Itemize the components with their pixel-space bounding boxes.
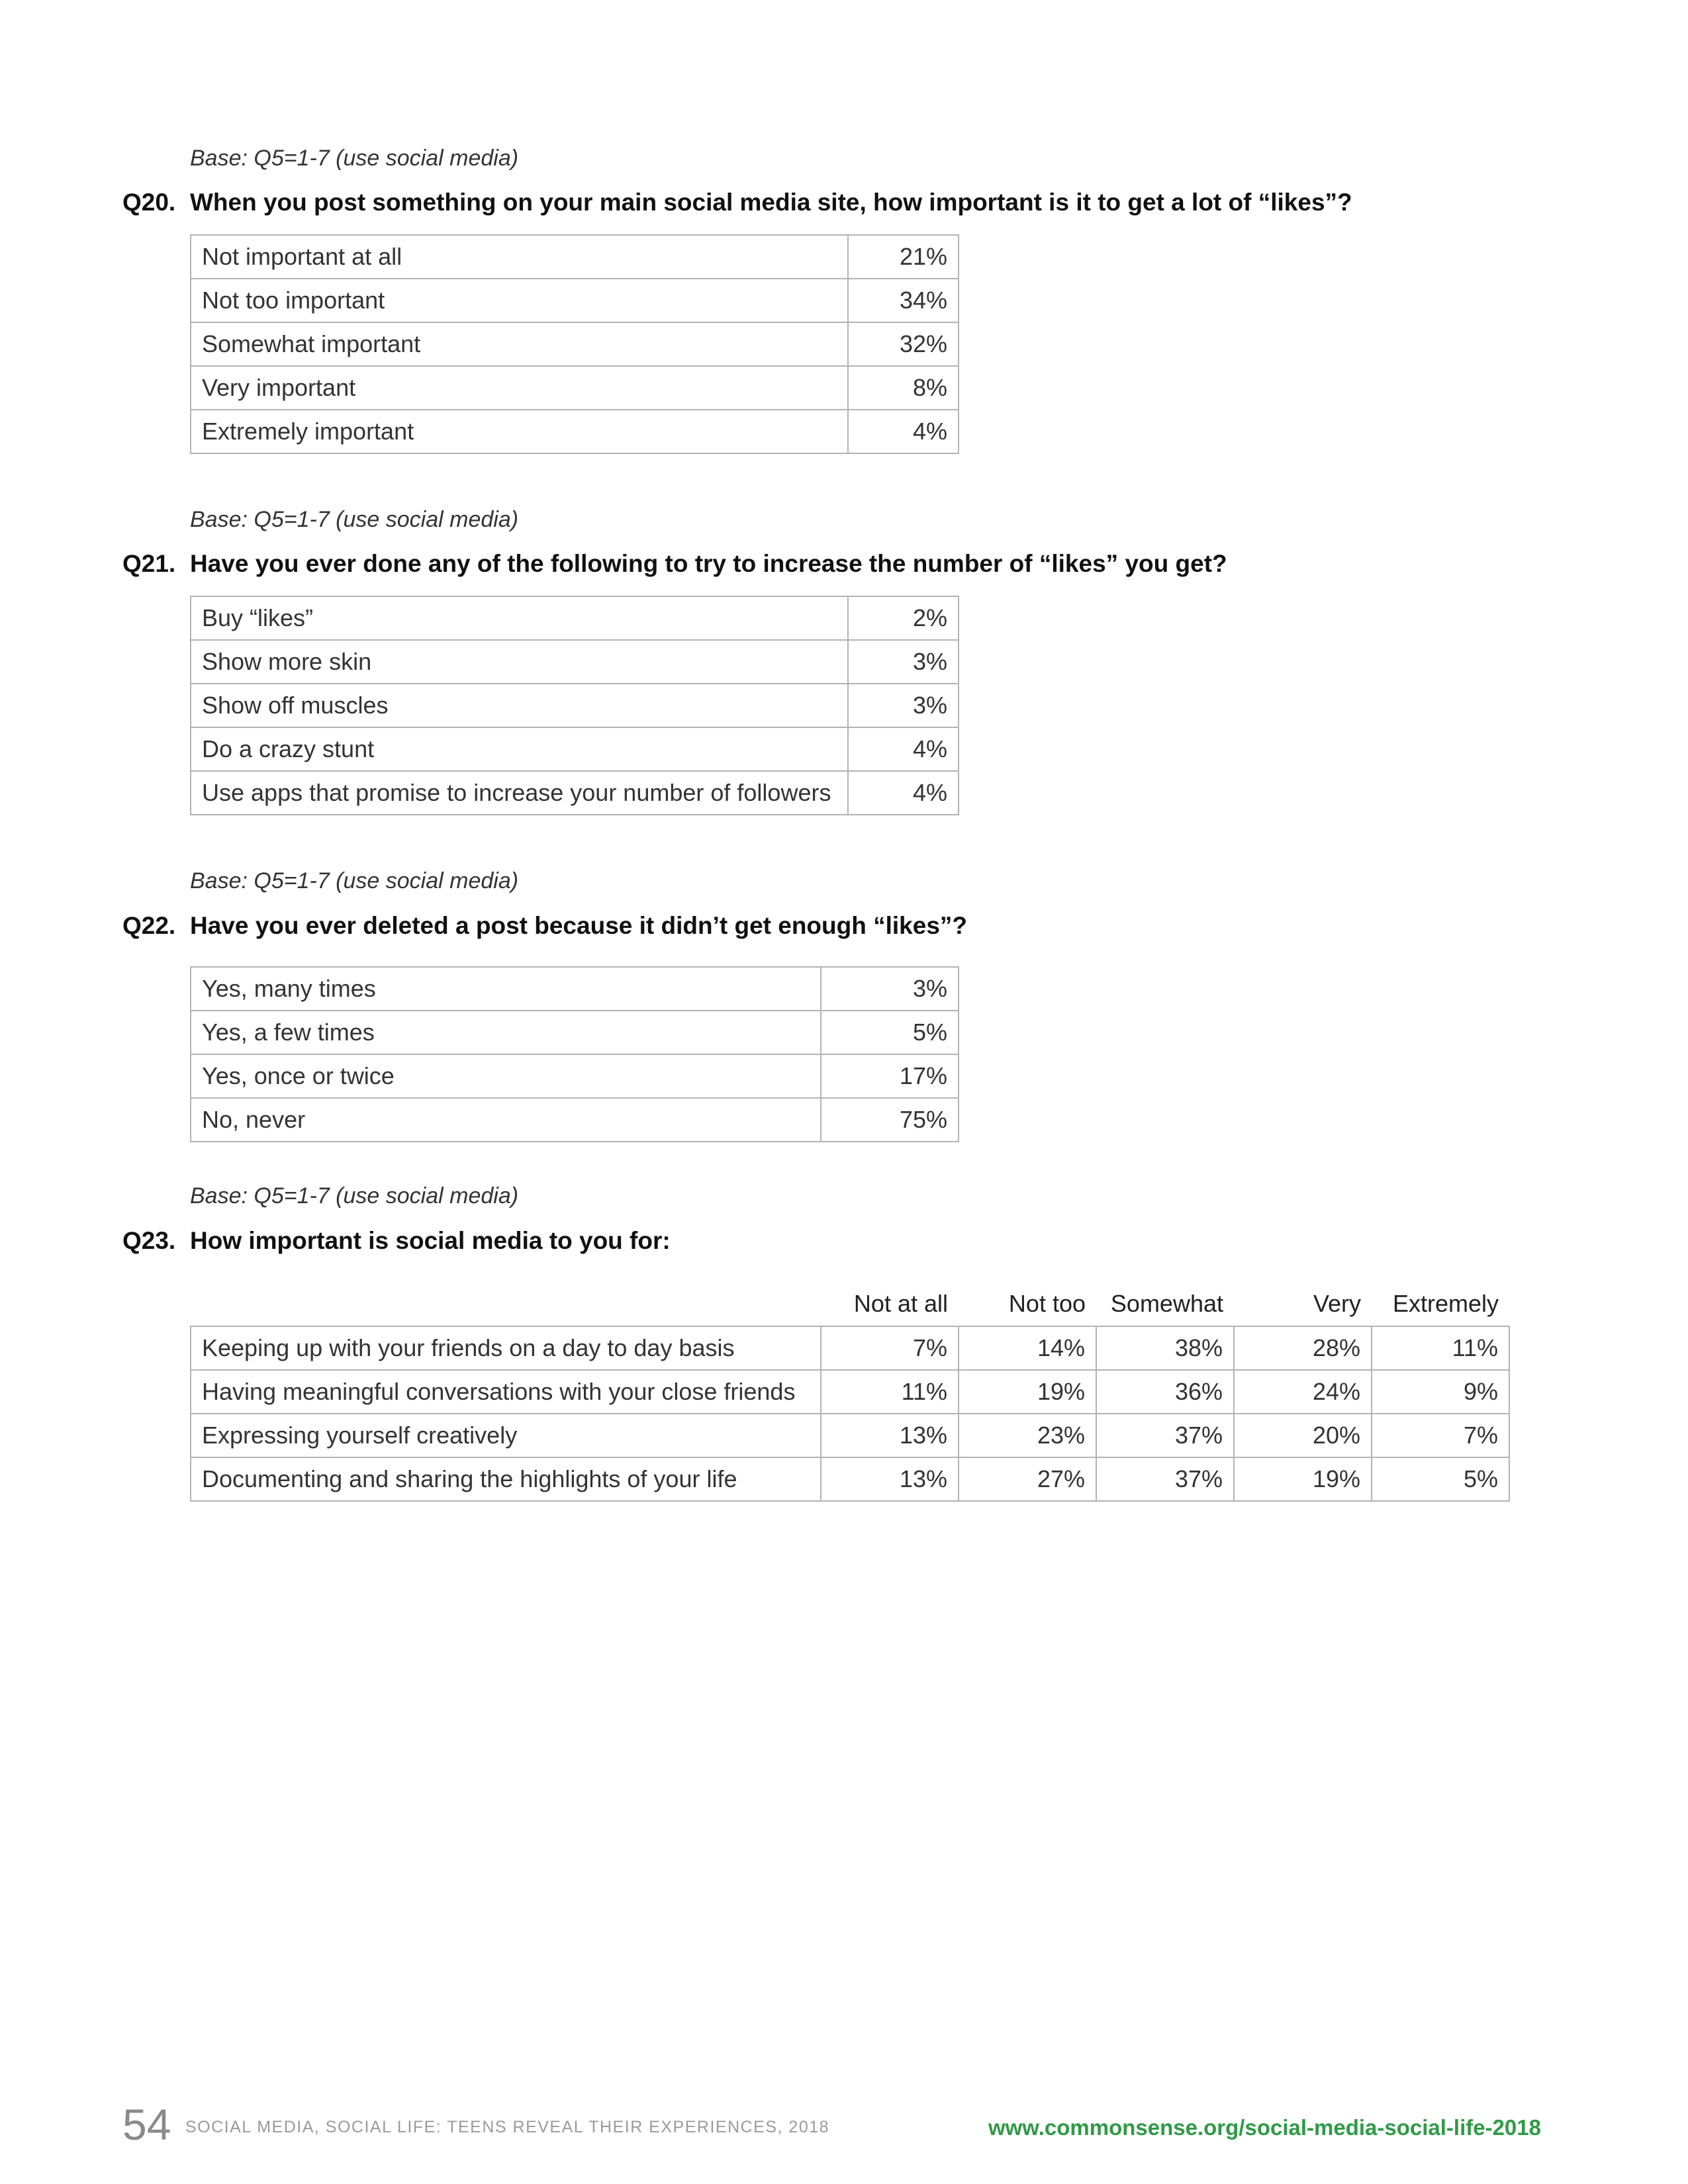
row-label: Keeping up with your friends on a day to day basis [191, 1326, 821, 1370]
table-row [191, 771, 959, 815]
q22-number: Q22. [122, 912, 176, 939]
row-label: Expressing yourself creatively [191, 1414, 821, 1457]
cell-value: 23% [959, 1414, 1096, 1457]
table-row [191, 1414, 1509, 1457]
row-label: Buy “likes” [191, 596, 848, 640]
table-row [191, 1370, 1509, 1414]
column-header: Not too [1008, 1290, 1086, 1317]
row-label: Yes, a few times [191, 1011, 821, 1054]
q22-base-note: Base: Q5=1-7 (use social media) [190, 868, 519, 893]
report-url[interactable]: www.commonsense.org/social-media-social-life-2018 [988, 2115, 1541, 2140]
row-value: 5% [821, 1011, 959, 1054]
cell-value: 20% [1234, 1414, 1372, 1457]
table-row [191, 596, 959, 640]
row-value: 2% [848, 596, 959, 640]
q20-question: When you post something on your main social media site, how important is it to get a lot of “likes”? [190, 189, 1352, 216]
cell-value: 27% [959, 1457, 1096, 1501]
q22-question: Have you ever deleted a post because it didn’t get enough “likes”? [190, 912, 968, 939]
row-value: 4% [848, 727, 959, 771]
row-value: 32% [848, 322, 959, 366]
cell-value: 14% [959, 1326, 1096, 1370]
q23-number: Q23. [122, 1227, 176, 1254]
row-label: Not too important [191, 279, 848, 322]
cell-value: 38% [1096, 1326, 1234, 1370]
row-value: 3% [848, 640, 959, 684]
q21-number: Q21. [122, 550, 176, 577]
cell-value: 24% [1234, 1370, 1372, 1414]
report-title: SOCIAL MEDIA, SOCIAL LIFE: TEENS REVEAL THEIR EXPERIENCES, 2018 [185, 2118, 830, 2136]
table-row [191, 684, 959, 727]
table-row [191, 279, 959, 322]
table-row [191, 640, 959, 684]
table-row [191, 1054, 959, 1098]
row-label: Somewhat important [191, 322, 848, 366]
cell-value: 5% [1372, 1457, 1509, 1501]
q20-table [190, 234, 959, 454]
row-label: Do a crazy stunt [191, 727, 848, 771]
cell-value: 19% [959, 1370, 1096, 1414]
q23-table [190, 1282, 1510, 1502]
cell-value: 7% [821, 1326, 959, 1370]
cell-value: 11% [821, 1370, 959, 1414]
row-label: Very important [191, 366, 848, 410]
cell-value: 37% [1096, 1457, 1234, 1501]
q23-base-note: Base: Q5=1-7 (use social media) [190, 1183, 519, 1208]
cell-value: 13% [821, 1457, 959, 1501]
q20-base-note: Base: Q5=1-7 (use social media) [190, 146, 519, 171]
row-value: 4% [848, 771, 959, 815]
cell-value: 36% [1096, 1370, 1234, 1414]
row-label: Show more skin [191, 640, 848, 684]
table-row [191, 1326, 1509, 1370]
cell-value: 7% [1372, 1414, 1509, 1457]
table-row [191, 366, 959, 410]
row-label: Documenting and sharing the highlights of your life [191, 1457, 821, 1501]
cell-value: 28% [1234, 1326, 1372, 1370]
cell-value: 13% [821, 1414, 959, 1457]
table-header-row [191, 1282, 1509, 1326]
table-row [191, 1011, 959, 1054]
table-row [191, 235, 959, 279]
column-header: Extremely [1392, 1290, 1499, 1317]
column-header: Very [1313, 1290, 1361, 1317]
table-row [191, 410, 959, 453]
q23-question: How important is social media to you for: [190, 1227, 671, 1254]
q21-question: Have you ever done any of the following to try to increase the number of “likes” you get? [190, 550, 1227, 577]
table-row [191, 967, 959, 1011]
row-label: Use apps that promise to increase your number of followers [191, 771, 848, 815]
row-value: 8% [848, 366, 959, 410]
cell-value: 11% [1372, 1326, 1509, 1370]
column-header: Not at all [853, 1290, 948, 1317]
row-label: Having meaningful conversations with your close friends [191, 1370, 821, 1414]
row-value: 21% [848, 235, 959, 279]
cell-value: 37% [1096, 1414, 1234, 1457]
header-blank [191, 1282, 821, 1326]
row-value: 3% [821, 967, 959, 1011]
row-label: Extremely important [191, 410, 848, 453]
q21-table [190, 596, 959, 815]
page-number: 54 [122, 2100, 171, 2149]
table-row [191, 1457, 1509, 1501]
row-label: Yes, many times [191, 967, 821, 1011]
row-label: Yes, once or twice [191, 1054, 821, 1098]
cell-value: 9% [1372, 1370, 1509, 1414]
row-value: 75% [821, 1098, 959, 1142]
q21-base-note: Base: Q5=1-7 (use social media) [190, 507, 519, 532]
column-header: Somewhat [1110, 1290, 1223, 1317]
row-value: 34% [848, 279, 959, 322]
row-label: Not important at all [191, 235, 848, 279]
row-value: 17% [821, 1054, 959, 1098]
row-label: Show off muscles [191, 684, 848, 727]
table-row [191, 322, 959, 366]
table-row [191, 1098, 959, 1142]
q22-table [190, 966, 959, 1142]
cell-value: 19% [1234, 1457, 1372, 1501]
table-row [191, 727, 959, 771]
row-label: No, never [191, 1098, 821, 1142]
row-value: 3% [848, 684, 959, 727]
row-value: 4% [848, 410, 959, 453]
q20-number: Q20. [122, 189, 176, 216]
